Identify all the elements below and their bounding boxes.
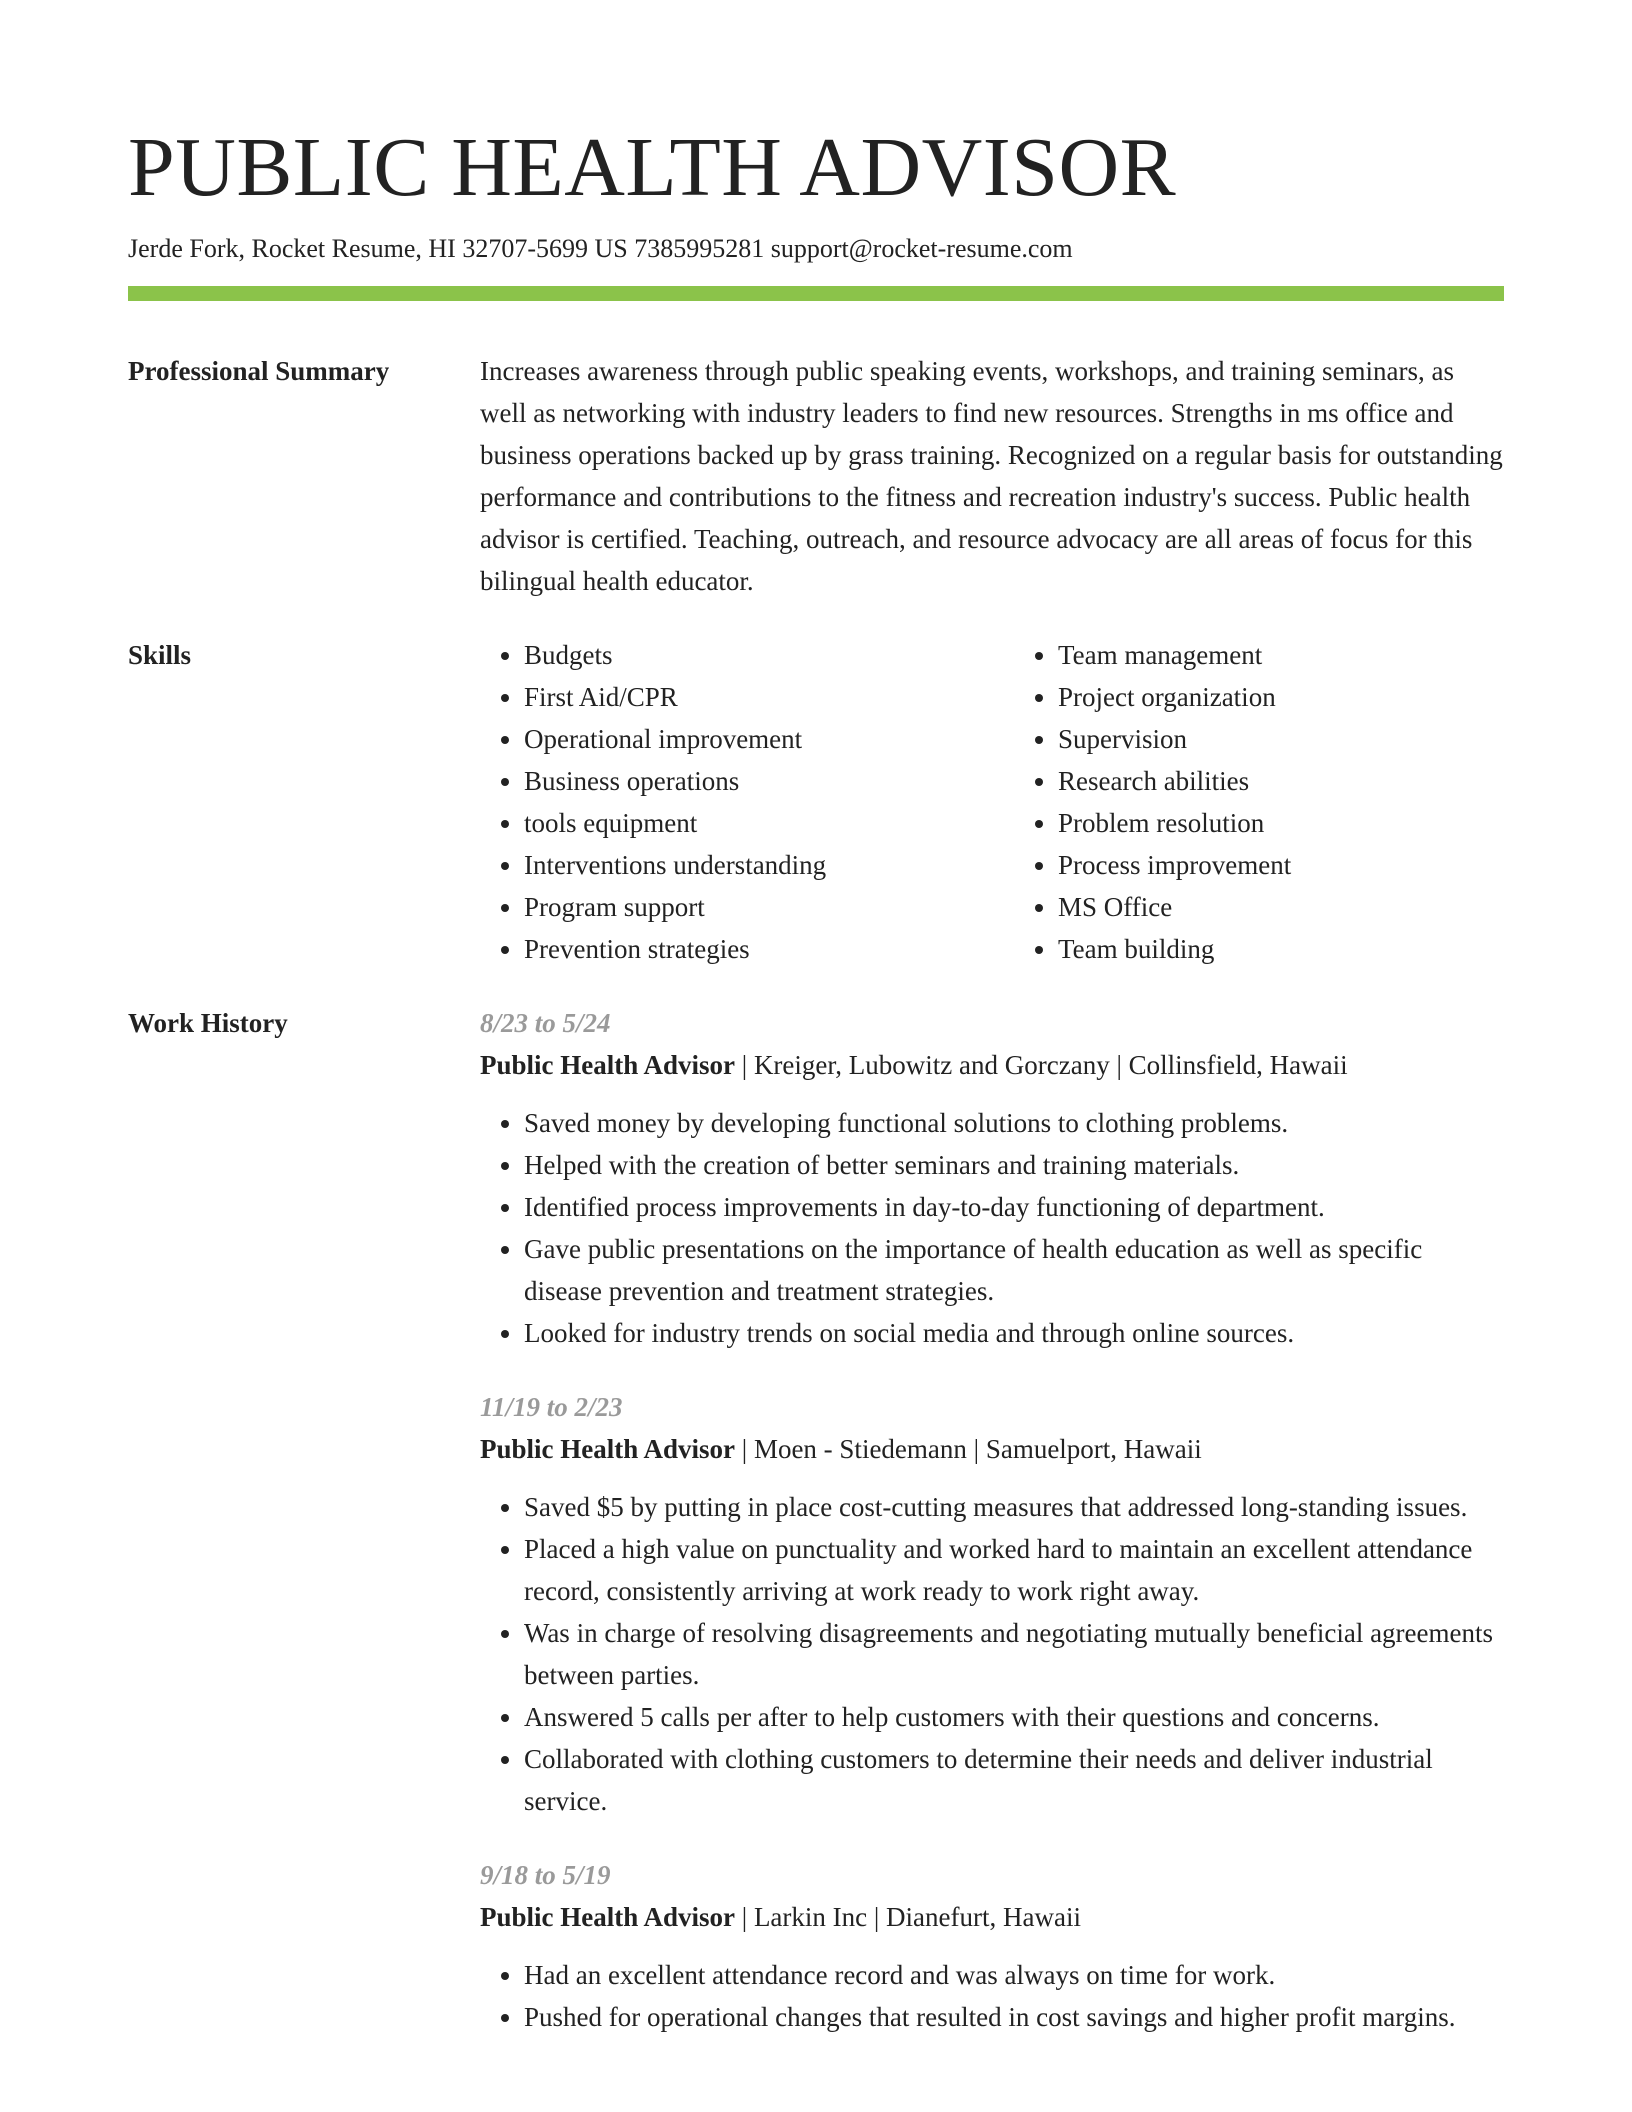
job-bullets — [480, 1102, 1504, 1354]
job-bullets — [480, 1954, 1504, 2038]
job-header — [480, 1044, 1504, 1086]
job-bullet: • Placed a high value on punctuality and worked hard to maintain an excellent attendance record, consistently arriving at work ready to work right away. — [524, 1528, 1504, 1612]
summary-heading: Professional Summary — [128, 356, 390, 386]
skill-item: • Problem resolution — [1058, 802, 1504, 844]
job-bullet: • Saved $5 by putting in place cost-cutting measures that addressed long-standing issues. — [524, 1486, 1504, 1528]
job-title: Public Health Advisor — [480, 1434, 736, 1464]
job-bullet: • Answered 5 calls per after to help customers with their questions and concerns. — [524, 1696, 1504, 1738]
skill-item: • Interventions understanding — [524, 844, 970, 886]
skill-item: • Research abilities — [1058, 760, 1504, 802]
skills-body — [480, 634, 1504, 970]
skills-list-right — [1014, 634, 1504, 970]
job-dates: 11/19 to 2/23 — [480, 1392, 623, 1422]
contact-phone: 7385995281 — [634, 234, 765, 263]
skill-item: • Process improvement — [1058, 844, 1504, 886]
work-history-heading: Work History — [128, 1008, 288, 1038]
job-location: | Dianefurt, Hawaii — [867, 1902, 1081, 1932]
contact-line — [128, 230, 1073, 268]
skill-item: • First Aid/CPR — [524, 676, 970, 718]
header-divider — [128, 286, 1504, 301]
job-title: Public Health Advisor — [480, 1050, 736, 1080]
skill-item: • Budgets — [524, 634, 970, 676]
resume-title: PUBLIC HEALTH ADVISOR — [128, 121, 1177, 214]
skill-item: • Team management — [1058, 634, 1504, 676]
job-bullet: • Looked for industry trends on social media and through online sources. — [524, 1312, 1504, 1354]
job-bullet: • Gave public presentations on the importance of health education as well as specific disease prevention and treatment strategies. — [524, 1228, 1504, 1312]
summary-body — [480, 350, 1504, 602]
job-company: | Larkin Inc — [735, 1902, 867, 1932]
skill-item: • Supervision — [1058, 718, 1504, 760]
skill-item: • tools equipment — [524, 802, 970, 844]
job-bullet: • Saved money by developing functional solutions to clothing problems. — [524, 1102, 1504, 1144]
summary-text: Increases awareness through public speaking events, workshops, and training seminars, as well as networking with industry leaders to find new resources. Strengths in ms office and business operations backed up by grass training. Recognized on a regular basis for outstanding performance and contributions to the fitness and recreation industry's success. Public health advisor is certified. Teaching, outreach, and resource advocacy are all areas of focus for this bilingual health educator. — [480, 356, 1503, 596]
job-header — [480, 1428, 1504, 1470]
skill-item: • MS Office — [1058, 886, 1504, 928]
skills-list-left — [480, 634, 970, 970]
job-bullets — [480, 1486, 1504, 1822]
job-title: Public Health Advisor — [480, 1902, 736, 1932]
skill-item: • Team building — [1058, 928, 1504, 970]
skill-item: • Project organization — [1058, 676, 1504, 718]
skills-heading: Skills — [128, 640, 192, 670]
job-bullet: • Identified process improvements in day-to-day functioning of department. — [524, 1186, 1504, 1228]
skills-columns — [480, 634, 1504, 970]
job-header — [480, 1896, 1504, 1938]
contact-email: support@rocket-resume.com — [770, 234, 1073, 263]
job-bullet: • Helped with the creation of better seminars and training materials. — [524, 1144, 1504, 1186]
job-bullet: • Collaborated with clothing customers to determine their needs and deliver industrial service. — [524, 1738, 1504, 1822]
job-entry — [480, 1002, 1504, 1354]
job-dates: 8/23 to 5/24 — [480, 1008, 611, 1038]
contact-address: Jerde Fork, Rocket Resume, HI 32707-5699 US — [128, 234, 628, 263]
skill-item: • Prevention strategies — [524, 928, 970, 970]
job-bullet: • Had an excellent attendance record and was always on time for work. — [524, 1954, 1504, 1996]
skill-item: • Program support — [524, 886, 970, 928]
job-bullet: • Pushed for operational changes that resulted in cost savings and higher profit margins. — [524, 1996, 1504, 2038]
job-dates: 9/18 to 5/19 — [480, 1860, 611, 1890]
job-company: | Moen - Stiedemann — [735, 1434, 967, 1464]
skill-item: • Business operations — [524, 760, 970, 802]
skill-item: • Operational improvement — [524, 718, 970, 760]
job-bullet: • Was in charge of resolving disagreements and negotiating mutually beneficial agreements between parties. — [524, 1612, 1504, 1696]
job-entry — [480, 1386, 1504, 1822]
job-company: | Kreiger, Lubowitz and Gorczany — [735, 1050, 1110, 1080]
job-entry — [480, 1854, 1504, 2038]
work-history-body — [480, 1002, 1504, 2070]
job-location: | Collinsfield, Hawaii — [1110, 1050, 1348, 1080]
job-location: | Samuelport, Hawaii — [967, 1434, 1202, 1464]
